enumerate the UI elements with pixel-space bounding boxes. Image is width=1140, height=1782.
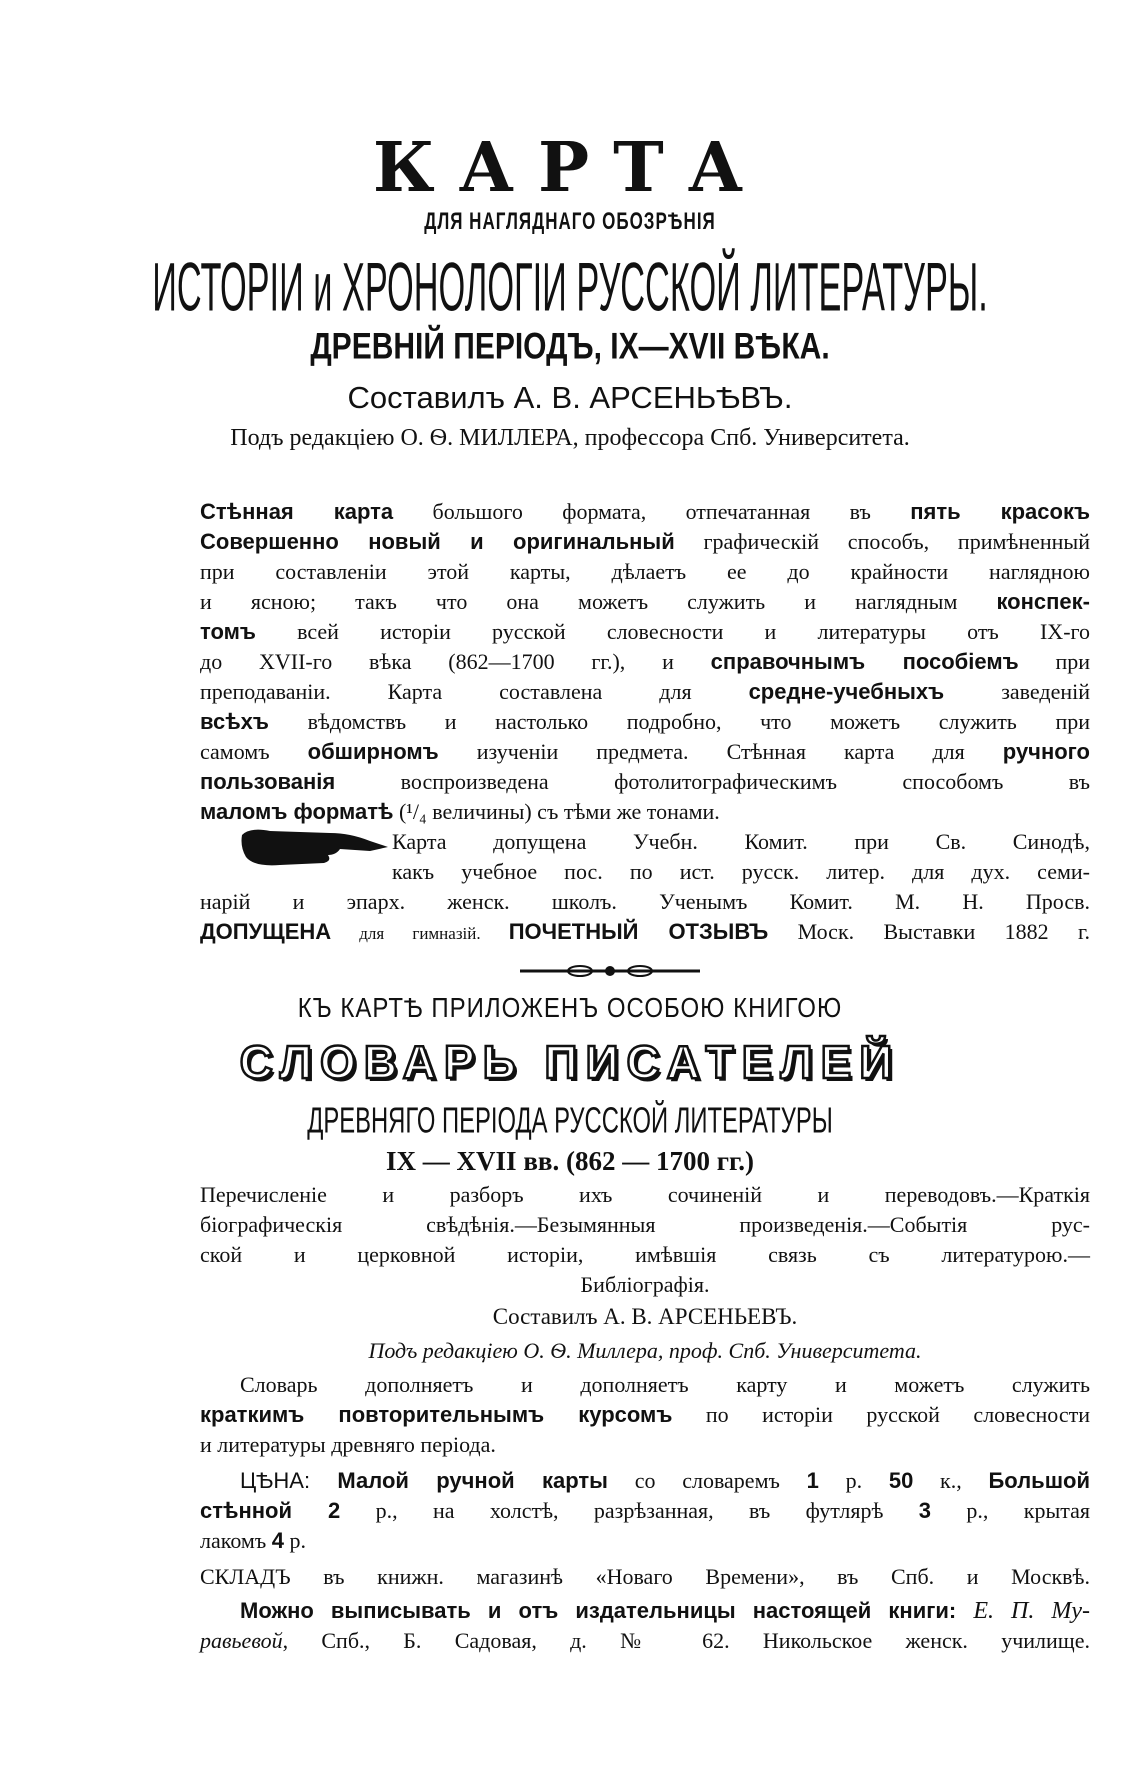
desc-line — [200, 767, 1090, 797]
desc-text: всей исторіи русской словесности и литературы отъ IX-го — [255, 619, 1090, 644]
award-text: Моск. Выставки 1882 г. — [768, 919, 1090, 944]
price-bold: 50 — [888, 1468, 914, 1493]
desc-line — [200, 797, 1090, 827]
dictionary-text-line: біографическія свѣдѣнія.—Безымянныя произведенія.—Событія рус- — [200, 1212, 1090, 1237]
desc-bold: конспек- — [996, 589, 1090, 614]
desc-bold: Стѣнная карта — [200, 499, 394, 524]
desc-line — [200, 647, 1090, 677]
dictionary-text-line: ской и церковной исторіи, имѣвшія связь съ литературою.— — [200, 1242, 1090, 1267]
desc-line — [200, 527, 1090, 557]
dictionary-period: IX — XVII вв. (862 — 1700 гг.) — [386, 1146, 754, 1176]
desc-line — [200, 707, 1090, 737]
desc-text: до XVII-го вѣка (862—1700 гг.), и — [200, 649, 711, 674]
approval-line-2: какъ учебное пос. по ист. русск. литер. для дух. семи- — [392, 859, 1090, 884]
desc-bold: ручного — [1002, 739, 1090, 764]
dictionary-subtitle: ДРЕВНЯГО ПЕРІОДА РУССКОЙ ЛИТЕРАТУРЫ — [307, 1100, 833, 1141]
approval-line-1: Карта допущена Учебн. Комит. при Св. Синодѣ, — [392, 829, 1090, 854]
desc-text: большого формата, отпечатанная въ — [393, 499, 911, 524]
desc-text: самомъ — [200, 739, 308, 764]
price-text: р., на холстѣ, разрѣзанная, въ футлярѣ — [340, 1498, 919, 1523]
warehouse-line: СКЛАДЪ въ книжн. магазинѣ «Новаго Времени», въ Спб. и Москвѣ. — [200, 1564, 1090, 1589]
purpose-bold: краткимъ повторительнымъ курсомъ — [200, 1402, 673, 1427]
order-text: , Спб., Б. Садовая, д. № 62. Никольское женск. училище. — [282, 1628, 1090, 1653]
desc-text: (¹/₄ величины) съ тѣми же тонами. — [393, 799, 720, 824]
desc-bold: пять красокъ — [910, 499, 1090, 524]
price-bold: 4 — [271, 1528, 284, 1553]
award-bold: ДОПУЩЕНА — [200, 919, 332, 944]
desc-text: заведеній — [944, 679, 1090, 704]
order-line-2 — [200, 1626, 1090, 1656]
desc-bold: пользованія — [200, 769, 336, 794]
desc-bold: справочнымъ пособіемъ — [710, 649, 1019, 674]
dictionary-text-line: Перечисленіе и разборъ ихъ сочиненій и переводовъ.—Краткія — [200, 1182, 1090, 1207]
desc-bold: средне-учебныхъ — [748, 679, 945, 704]
award-text: для гимназій. — [331, 924, 509, 943]
price-label: ЦѢНА: — [240, 1468, 338, 1493]
price-bold: стѣнной 2 — [200, 1498, 341, 1523]
dictionary-compiled: Составилъ А. В. АРСЕНЬЕВЪ. — [492, 1304, 798, 1329]
dictionary-purpose-line: Словарь дополняетъ и дополняетъ карту и можетъ служить — [240, 1372, 1090, 1397]
desc-bold: всѣхъ — [200, 709, 269, 734]
attached-heading: КЪ КАРТѢ ПРИЛОЖЕНЪ ОСОБОЮ КНИГОЮ — [297, 992, 843, 1024]
page-title: КАРТА — [372, 128, 768, 208]
price-bold: 1 — [806, 1468, 819, 1493]
desc-text: при — [1018, 649, 1090, 674]
dictionary-text-line: Библіографія. — [580, 1272, 710, 1297]
desc-text: вѣдомствъ и настолько подробно, что можетъ служить при — [268, 709, 1090, 734]
price-text: р., крытая — [931, 1498, 1090, 1523]
pointing-hand-icon — [240, 825, 390, 869]
award-line — [200, 917, 1090, 949]
desc-line — [200, 497, 1090, 527]
description-paragraph — [200, 497, 1090, 827]
award-bold: ПОЧЕТНЫЙ ОТЗЫВЪ — [508, 919, 769, 944]
order-italic: Е. П. Му- — [973, 1598, 1090, 1624]
price-line-2 — [200, 1496, 1090, 1526]
desc-bold: томъ — [200, 619, 256, 644]
desc-text: изученіи предмета. Стѣнная карта для — [438, 739, 1003, 764]
order-bold: Можно выписывать и отъ издательницы настоящей книги: — [240, 1598, 974, 1623]
desc-line — [200, 587, 1090, 617]
price-line-1 — [240, 1466, 1090, 1496]
dictionary-purpose-line: и литературы древняго періода. — [200, 1432, 496, 1457]
dictionary-edited: Подъ редакціею О. Ѳ. Миллера, проф. Спб. Университета. — [368, 1338, 922, 1363]
dictionary-title: СЛОВАРЬ ПИСАТЕЛЕЙ — [239, 1036, 901, 1088]
desc-text: воспроизведена фотолитографическимъ способомъ въ — [335, 769, 1090, 794]
desc-line — [200, 557, 1090, 587]
desc-line — [200, 677, 1090, 707]
edited-by: Подъ редакціею О. Ѳ. МИЛЛЕРА, профессора Спб. Университета. — [230, 425, 910, 451]
desc-line — [200, 617, 1090, 647]
subtitle-large: ИСТОРІИ и ХРОНОЛОГІИ РУССКОЙ ЛИТЕРАТУРЫ. — [152, 250, 988, 326]
order-line-1 — [240, 1596, 1090, 1626]
price-bold: Большой — [988, 1468, 1090, 1493]
dictionary-purpose-line — [200, 1400, 1090, 1430]
approval-line-3: нарій и эпарх. женск. школъ. Ученымъ Комит. М. Н. Просв. — [200, 889, 1090, 914]
price-bold: Малой ручной карты — [337, 1468, 608, 1493]
subtitle-small: ДЛЯ НАГЛЯДНАГО ОБОЗРѢНІЯ — [424, 208, 716, 235]
desc-text: графическій способъ, примѣненный — [674, 529, 1090, 554]
order-italic: равьевой — [200, 1628, 283, 1653]
price-text: р. — [818, 1468, 889, 1493]
price-text: лакомъ — [200, 1528, 272, 1553]
period-heading: ДРЕВНІЙ ПЕРІОДЪ, IX—XVII ВѢКА. — [310, 326, 830, 368]
desc-line — [200, 737, 1090, 767]
desc-bold: обширномъ — [307, 739, 439, 764]
price-text: к., — [913, 1468, 989, 1493]
desc-text: при составленіи этой карты, дѣлаетъ ее до крайности наглядною — [200, 559, 1090, 584]
desc-text: и ясною; такъ что она можетъ служить и наглядным — [200, 589, 997, 614]
purpose-text: по исторіи русской словесности — [672, 1402, 1090, 1427]
desc-bold: маломъ форматѣ — [200, 799, 394, 824]
price-text: р. — [283, 1528, 306, 1553]
desc-bold: Совершенно новый и оригинальный — [200, 529, 675, 554]
price-text: со словаремъ — [607, 1468, 807, 1493]
desc-text: преподаваніи. Карта составлена для — [200, 679, 749, 704]
price-bold: 3 — [918, 1498, 932, 1523]
price-line-3 — [200, 1526, 1090, 1556]
ornament-divider — [520, 963, 700, 979]
compiled-by: Составилъ А. В. АРСЕНЬѢВЪ. — [347, 380, 793, 415]
